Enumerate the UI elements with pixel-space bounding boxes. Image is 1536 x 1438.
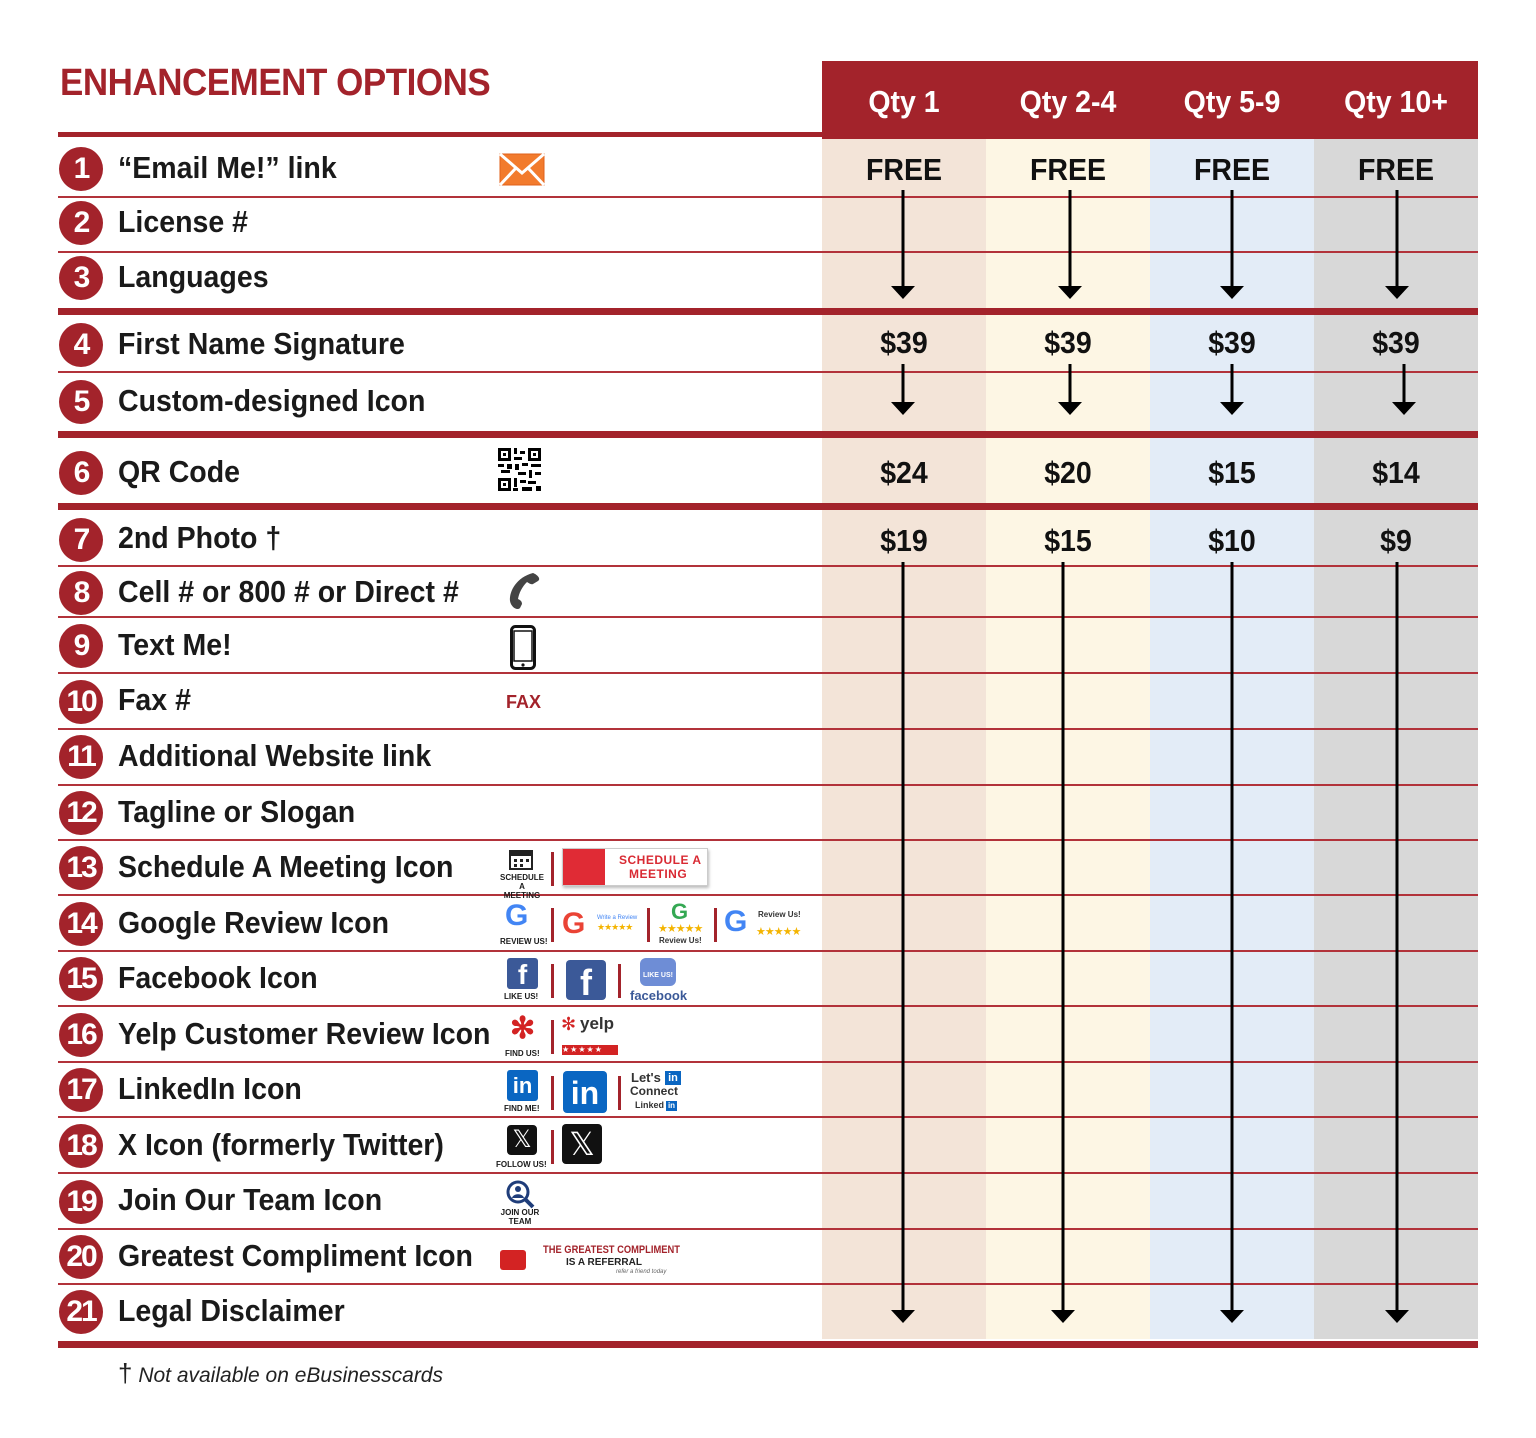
referral-line-2: IS A REFERRAL — [566, 1257, 642, 1268]
row-number-10: 10 — [59, 680, 103, 724]
price-cell: $39 — [880, 325, 928, 360]
row-label-cell-number: Cell # or 800 # or Direct # — [118, 574, 459, 609]
linkedin-find-caption: FIND ME! — [504, 1104, 540, 1113]
arrow-head-icon — [1220, 1310, 1244, 1323]
calendar-icon — [508, 847, 534, 871]
google-g-icon: G — [562, 907, 586, 940]
qr-code-icon — [498, 448, 541, 491]
arrow-head-icon — [1385, 1310, 1409, 1323]
price-cell: $39 — [1044, 325, 1092, 360]
review-us-caption: Review Us! — [758, 910, 801, 919]
price-cell: $24 — [880, 455, 928, 490]
facebook-icon: f — [566, 960, 606, 1000]
row-label-x-twitter: X Icon (formerly Twitter) — [118, 1127, 444, 1162]
write-review-caption: Write a Review — [597, 915, 638, 921]
stars-icon: ★★★★★ — [658, 923, 703, 935]
separator-bar — [551, 1020, 554, 1054]
separator-bar — [551, 852, 554, 886]
separator-bar — [618, 964, 621, 998]
x-logo-icon: 𝕏 — [507, 1125, 537, 1155]
envelope-icon — [499, 153, 545, 186]
facebook-like-bubble: LIKE US! — [643, 972, 673, 979]
facebook-icon: f — [507, 958, 538, 989]
row-number-11: 11 — [59, 735, 103, 779]
arrow-head-icon — [1392, 402, 1416, 415]
row-number-17: 17 — [59, 1068, 103, 1112]
page-title: ENHANCEMENT OPTIONS — [60, 62, 491, 104]
price-cell: FREE — [1357, 152, 1435, 187]
referral-line-1: THE GREATEST COMPLIMENT — [543, 1244, 680, 1256]
yelp-wordmark: yelp — [580, 1014, 615, 1033]
footnote-text: Not available on eBusinesscards — [138, 1364, 443, 1387]
price-cell: $9 — [1380, 523, 1412, 558]
badge-line-2: MEETING — [629, 867, 688, 881]
arrow-head-icon — [1051, 1310, 1075, 1323]
price-cell: $15 — [1044, 523, 1092, 558]
x-follow-caption: FOLLOW US! — [496, 1160, 547, 1169]
row-label-facebook: Facebook Icon — [118, 960, 318, 995]
row-label-linkedin: LinkedIn Icon — [118, 1071, 302, 1106]
row-label-yelp: Yelp Customer Review Icon — [118, 1016, 491, 1051]
column-header-qty-2-4: Qty 2-4 — [1019, 84, 1117, 119]
row-number-21: 21 — [59, 1290, 103, 1334]
arrow-head-icon — [1058, 286, 1082, 299]
price-cell: $39 — [1208, 325, 1256, 360]
row-number-9: 9 — [59, 624, 103, 668]
separator-bar — [618, 1076, 621, 1110]
row-number-18: 18 — [59, 1124, 103, 1168]
row-label-legal-disclaimer: Legal Disclaimer — [118, 1293, 345, 1328]
row-label-license: License # — [118, 204, 249, 239]
price-cell: FREE — [1029, 152, 1107, 187]
row-number-13: 13 — [59, 846, 103, 890]
row-label-google-review: Google Review Icon — [118, 905, 389, 940]
review-us-caption: Review Us! — [659, 936, 702, 945]
row-number-3: 3 — [59, 256, 103, 300]
linkedin-mini-icon: in — [667, 1101, 676, 1110]
row-label-email-me: “Email Me!” link — [118, 150, 337, 185]
row-label-qr-code: QR Code — [118, 454, 241, 489]
lets-text: Let's — [631, 1070, 661, 1085]
price-cell: $19 — [880, 523, 928, 558]
row-label-greatest-compliment: Greatest Compliment Icon — [118, 1238, 473, 1273]
arrow-head-icon — [1385, 286, 1409, 299]
row-label-text-me: Text Me! — [118, 627, 232, 662]
linked-text: Linked — [635, 1100, 665, 1110]
row-label-languages: Languages — [118, 259, 269, 294]
arrow-head-icon — [891, 402, 915, 415]
separator-bar — [551, 964, 554, 998]
row-label-tagline: Tagline or Slogan — [118, 794, 356, 829]
row-label-first-name-signature: First Name Signature — [118, 326, 405, 361]
google-g-icon: G — [505, 899, 529, 932]
yelp-stars-icon: ★★★★★ — [562, 1045, 618, 1055]
row-label-second-photo: 2nd Photo † — [118, 520, 282, 555]
phone-handset-icon — [505, 571, 543, 611]
row-label-custom-icon: Custom-designed Icon — [118, 383, 426, 418]
arrow-head-icon — [891, 1310, 915, 1323]
column-header-qty-1: Qty 1 — [868, 84, 940, 119]
price-cell: FREE — [1193, 152, 1271, 187]
separator-bar — [551, 1076, 554, 1110]
yelp-burst-icon: ✻ — [510, 1012, 536, 1045]
row-number-6: 6 — [59, 451, 103, 495]
price-cell: FREE — [865, 152, 943, 187]
price-cell: $14 — [1372, 455, 1420, 490]
fax-icon: FAX — [506, 692, 542, 712]
magnifier-person-icon — [505, 1179, 535, 1209]
linkedin-mini-icon: in — [665, 1071, 681, 1085]
row-label-fax: Fax # — [118, 682, 191, 717]
separator-bar — [551, 908, 554, 942]
row-number-15: 15 — [59, 957, 103, 1001]
stars-icon: ★★★★★ — [756, 926, 801, 938]
schedule-meeting-caption: SCHEDULE A MEETING — [500, 873, 545, 900]
google-g-icon: G — [724, 905, 748, 938]
lets-connect-badge — [630, 1070, 686, 1114]
price-cell: $15 — [1208, 455, 1256, 490]
row-number-8: 8 — [59, 571, 103, 615]
facebook-wordmark: facebook — [630, 988, 688, 1003]
google-review-caption: REVIEW US! — [500, 937, 548, 946]
footnote-mark: † — [118, 1358, 133, 1388]
smartphone-icon — [510, 625, 536, 670]
yelp-find-caption: FIND US! — [505, 1049, 540, 1058]
row-label-additional-website: Additional Website link — [118, 738, 432, 773]
price-cell: $39 — [1372, 325, 1420, 360]
schedule-meeting-badge — [562, 848, 708, 886]
price-cell: $10 — [1208, 523, 1256, 558]
connect-text: Connect — [630, 1084, 678, 1098]
row-number-20: 20 — [59, 1235, 103, 1279]
badge-line-1: SCHEDULE A — [619, 853, 702, 867]
price-cell: $20 — [1044, 455, 1092, 490]
row-number-7: 7 — [59, 518, 103, 562]
separator-bar — [647, 908, 650, 942]
row-label-join-team: Join Our Team Icon — [118, 1182, 383, 1217]
arrow-head-icon — [1058, 402, 1082, 415]
yelp-burst-icon: ✻ — [561, 1014, 577, 1034]
column-header-qty-10-plus: Qty 10+ — [1344, 84, 1448, 119]
row-number-5: 5 — [59, 380, 103, 424]
calendar-clock-icon — [563, 849, 605, 885]
separator-bar — [551, 1130, 554, 1164]
arrow-head-icon — [1220, 286, 1244, 299]
separator-bar — [714, 908, 717, 942]
arrow-head-icon — [1220, 402, 1244, 415]
referral-chat-icon — [500, 1250, 526, 1270]
row-label-schedule-meeting: Schedule A Meeting Icon — [118, 849, 454, 884]
facebook-like-caption: LIKE US! — [504, 992, 539, 1001]
join-team-caption: JOIN OUR TEAM — [500, 1208, 540, 1226]
row-number-14: 14 — [59, 902, 103, 946]
row-number-1: 1 — [59, 147, 103, 191]
referral-line-3: refer a friend today — [616, 1269, 667, 1275]
linkedin-icon: in — [563, 1071, 607, 1113]
row-number-2: 2 — [59, 201, 103, 245]
row-number-16: 16 — [59, 1013, 103, 1057]
row-number-19: 19 — [59, 1180, 103, 1224]
linkedin-icon: in — [507, 1070, 538, 1101]
arrow-head-icon — [891, 286, 915, 299]
footnote — [118, 1358, 443, 1389]
x-logo-icon: 𝕏 — [562, 1124, 602, 1164]
column-header-qty-5-9: Qty 5-9 — [1183, 84, 1281, 119]
row-number-12: 12 — [59, 791, 103, 835]
stars-icon: ★★★★★ — [597, 922, 633, 932]
google-g-icon: G — [671, 899, 689, 924]
row-number-4: 4 — [59, 323, 103, 367]
